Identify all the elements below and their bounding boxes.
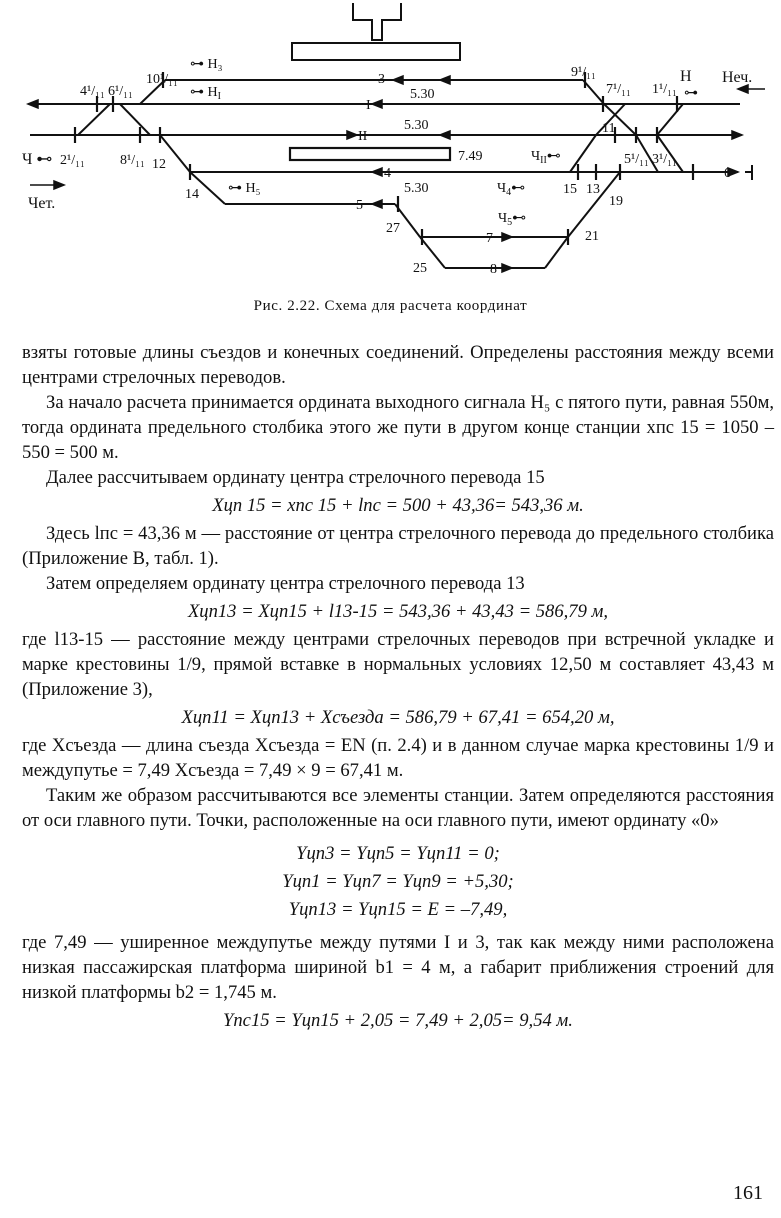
- equation-1: Xцп 15 = xпс 15 + lпс = 500 + 43,36= 543,36 м.: [212, 495, 584, 516]
- label-sw5: 5¹/₁₁: [624, 152, 649, 167]
- station-scheme-diagram: [0, 0, 781, 290]
- label-track6: 6: [724, 166, 731, 181]
- label-track8: 8: [490, 262, 497, 277]
- label-sw21: 21: [585, 229, 599, 244]
- signal-H3: ⊶ Н₃: [190, 57, 223, 72]
- paragraph-7: где Xсъезда — длина съезда Xсъезда = EN (п. 2.4) и в данном случае марка крестовины 1/9 и междупутье = 7,49 Xсъезда = 7,49 × 9 = 67,41 м.: [22, 735, 774, 781]
- label-sw10: 10¹/₁₁: [146, 72, 178, 87]
- label-dist-3: 5.30: [404, 181, 429, 196]
- passenger-platform-top: [292, 43, 460, 60]
- label-sw3: 3¹/₁₁: [652, 152, 677, 167]
- paragraph-1: взяты готовые длины съездов и конечных соединений. Определены расстояния между всеми центрами стрелочных переводов.: [22, 342, 774, 388]
- paragraph-4: Здесь lпс = 43,36 м — расстояние от центра стрелочного перевода до предельного столбика (Приложение В, табл. 1).: [22, 523, 774, 569]
- figure-caption: Рис. 2.22. Схема для расчета координат: [253, 298, 528, 314]
- arrow-track3: [393, 76, 403, 84]
- label-sw27: 27: [386, 221, 400, 236]
- arrow-right-end-II: [732, 131, 742, 139]
- equation-7: Yпс15 = Yцп15 + 2,05 = 7,49 + 2,05= 9,54 м.: [223, 1010, 573, 1031]
- label-trackII: II: [358, 129, 368, 144]
- station-building: [353, 3, 401, 40]
- label-sw13: 13: [586, 182, 600, 197]
- label-dist-4: 7.49: [458, 149, 483, 164]
- arrow-track8: [502, 264, 512, 272]
- label-trackI: I: [366, 98, 371, 113]
- paragraph-2: За начало расчета принимается ордината выходного сигнала Н₅ с пятого пути, равная 550м, тогда ордината предельного столбика этого же пути в другом конце станции xпс 15 = 1050 – 550 = 500 м.: [22, 392, 774, 463]
- label-sw14: 14: [185, 187, 199, 202]
- label-track7: 7: [486, 231, 493, 246]
- arrow-dir-nechet: [738, 85, 748, 93]
- signal-ChII: $Ч_{II}⊷$: [531, 149, 561, 166]
- direction-chet: Чет.: [28, 195, 56, 212]
- label-dist-1: 5.30: [410, 87, 435, 102]
- signal-Ch4: $Ч_4⊷$: [497, 181, 526, 198]
- page-number: 161: [733, 1182, 763, 1204]
- signal-H5: ⊶ Н₅: [228, 181, 261, 196]
- equation-5: Yцп1 = Yцп7 = Yцп9 = +5,30;: [282, 871, 514, 892]
- signal-H: Н: [680, 68, 692, 85]
- signal-HI: ⊶ $Н_I$: [190, 85, 221, 102]
- paragraph-8: Таким же образом рассчитываются все элементы станции. Затем определяются расстояния от оси главного пути. Точки, расположенные на оси главного пути, имеют ординату «0»: [22, 785, 774, 831]
- arrow-track4: [372, 168, 382, 176]
- label-dist-2: 5.30: [404, 118, 429, 133]
- label-sw15: 15: [563, 182, 577, 197]
- arrow-trackII: [347, 131, 357, 139]
- arrow-dist-3: [440, 76, 450, 84]
- arrow-trackI: [372, 100, 382, 108]
- label-sw11: 11: [602, 121, 616, 136]
- label-sw7: 7¹/₁₁: [606, 82, 631, 97]
- arrow-track7: [502, 233, 512, 241]
- paragraph-5: Затем определяем ординату центра стрелочного перевода 13: [46, 573, 525, 594]
- passenger-platform-middle: [290, 148, 450, 160]
- label-sw1: 1¹/₁₁: [652, 82, 677, 97]
- body-text: [22, 340, 774, 1036]
- label-sw6: 6¹/₁₁: [108, 84, 133, 99]
- arrow-left-end-I: [28, 100, 38, 108]
- label-sw19: 19: [609, 194, 623, 209]
- label-track4: 4: [384, 166, 391, 181]
- label-track3: 3: [378, 72, 385, 87]
- label-sw12: 12: [152, 157, 166, 172]
- arrow-dist-II: [440, 131, 450, 139]
- equation-2: Xцп13 = Xцп15 + l13-15 = 543,36 + 43,43 = 586,79 м,: [187, 601, 609, 622]
- label-sw2: 2¹/₁₁: [60, 153, 85, 168]
- equation-6: Yцп13 = Yцп15 = E = –7,49,: [288, 899, 508, 920]
- equation-3: Xцп11 = Xцп13 + Xсъезда = 586,79 + 67,41 = 654,20 м,: [181, 707, 615, 728]
- paragraph-6: где l13-15 — расстояние между центрами стрелочных переводов при встречной укладке и марке крестовины 1/9, прямой вставке в нормальных условиях 12,50 м составляет 43,43 м (Приложение 3),: [22, 629, 774, 700]
- label-sw4: 4¹/₁₁: [80, 84, 105, 99]
- label-sw8: 8¹/₁₁: [120, 153, 145, 168]
- paragraph-3: Далее рассчитываем ординату центра стрелочного перевода 15: [46, 467, 545, 488]
- paragraph-9: где 7,49 — уширенное междупутье между путями I и 3, так как между ними расположена низкая пассажирская платформа шириной b1 = 4 м, а габарит приближения строений для низкой платформы b2 = 1,745 м.: [22, 932, 774, 1003]
- signal-Ch: Ч ⊷: [22, 151, 53, 168]
- signal-H-lamp: ⊶: [684, 86, 698, 101]
- direction-nechet: Неч.: [722, 69, 753, 86]
- signal-Ch5: $Ч_5⊷$: [498, 211, 527, 228]
- label-sw9: 9¹/₁₁: [571, 65, 596, 80]
- label-track5: 5: [356, 198, 363, 213]
- equation-4: Yцп3 = Yцп5 = Yцп11 = 0;: [296, 843, 500, 864]
- label-sw25: 25: [413, 261, 427, 276]
- arrow-track5: [372, 200, 382, 208]
